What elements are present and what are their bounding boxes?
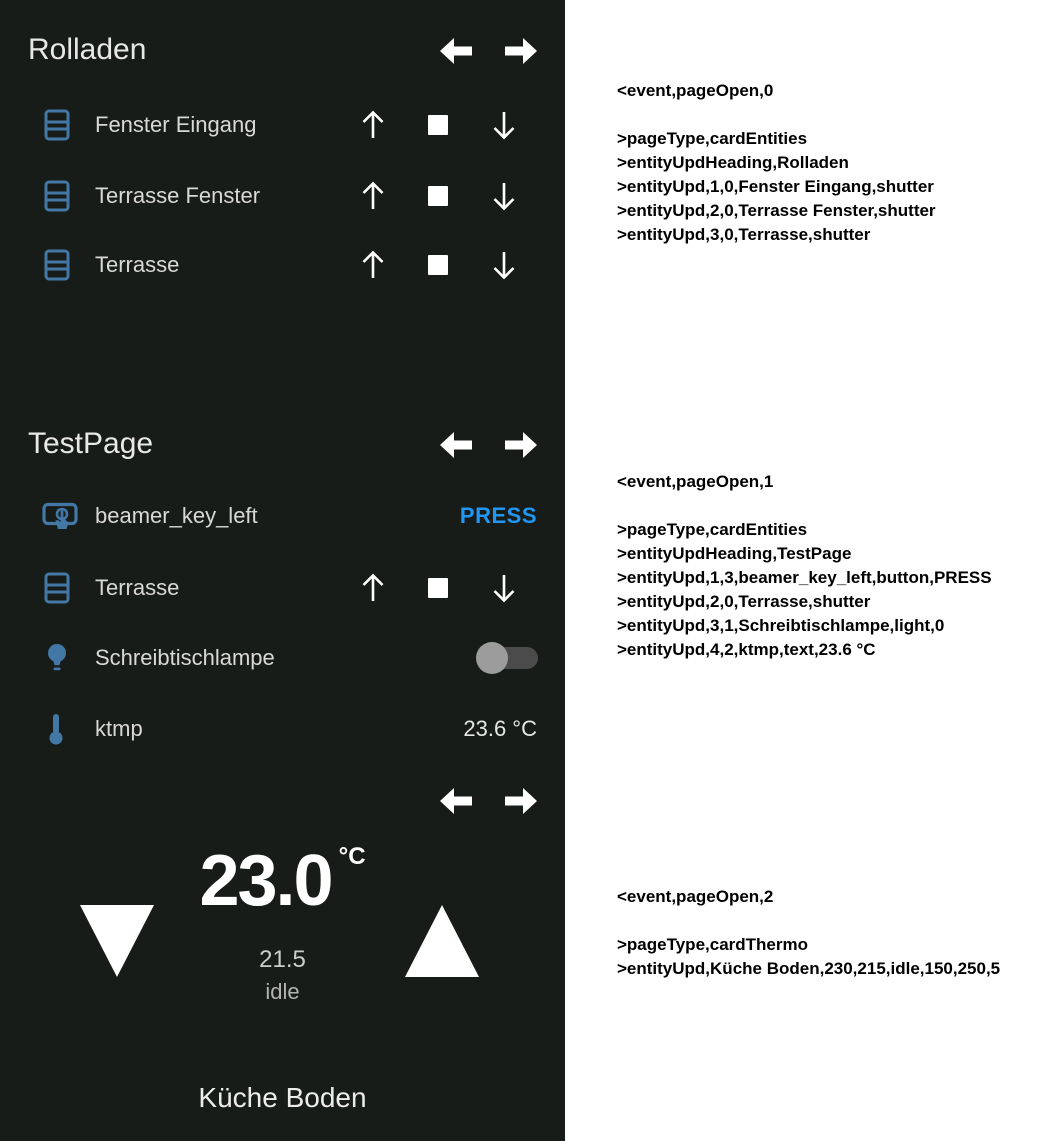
log-line (617, 103, 936, 127)
entity-row (0, 560, 565, 616)
shutter-stop-button[interactable] (428, 255, 448, 275)
log-line: >pageType,cardEntities (617, 129, 808, 148)
entity-label: beamer_key_left (95, 503, 258, 528)
log-line: <event,pageOpen,1 (617, 472, 774, 491)
log-line: >entityUpd,3,1,Schreibtischlampe,light,0 (617, 616, 945, 635)
stop-icon (428, 115, 448, 135)
entity-label: Terrasse Fenster (95, 183, 261, 208)
shutter-stop-button[interactable] (428, 578, 448, 598)
light-toggle[interactable] (476, 642, 538, 674)
arrow-right-icon (504, 786, 538, 819)
entity-label: Terrasse (95, 252, 180, 277)
thermometer-icon (49, 713, 63, 745)
shutter-up-button[interactable] (360, 572, 386, 604)
entity-row (0, 701, 565, 757)
entity-label: Terrasse (95, 575, 180, 600)
entity-label: ktmp (95, 716, 143, 741)
log-line: >entityUpdHeading,TestPage (617, 544, 852, 563)
log-line: >entityUpd,3,0,Terrasse,shutter (617, 225, 871, 244)
shutter-down-button[interactable] (491, 249, 517, 281)
temperature-unit: °C (338, 843, 366, 870)
shutter-up-button[interactable] (360, 180, 386, 212)
entity-row (0, 237, 565, 293)
arrow-right-icon (504, 430, 538, 463)
next-page-button[interactable] (504, 430, 538, 463)
tap-button-icon (42, 501, 78, 531)
entity-label: Schreibtischlampe (95, 645, 275, 670)
shutter-icon (44, 109, 70, 141)
stop-icon (428, 578, 448, 598)
press-button[interactable]: PRESS (460, 488, 537, 544)
shutter-up-button[interactable] (360, 109, 386, 141)
next-page-button[interactable] (504, 36, 538, 69)
next-page-button[interactable] (504, 786, 538, 819)
lightbulb-icon (46, 643, 68, 673)
shutter-down-button[interactable] (491, 109, 517, 141)
prev-page-button[interactable] (439, 786, 473, 819)
log-line: >entityUpd,2,0,Terrasse Fenster,shutter (617, 201, 936, 220)
entity-row (0, 488, 565, 544)
page-title: Rolladen (28, 33, 147, 66)
shutter-icon (44, 249, 70, 281)
log-line: >entityUpd,2,0,Terrasse,shutter (617, 592, 871, 611)
log-line (617, 909, 1000, 933)
log-line: >pageType,cardEntities (617, 520, 808, 539)
page-title: TestPage (28, 427, 154, 460)
current-temperature-value: 23.0 (199, 841, 332, 921)
stop-icon (428, 186, 448, 206)
prev-page-button[interactable] (439, 36, 473, 69)
thermostat-title: Küche Boden (198, 1082, 367, 1113)
entity-row (0, 630, 565, 686)
entity-row (0, 97, 565, 153)
log-line: >entityUpd,1,3,beamer_key_left,button,PRESS (617, 568, 992, 587)
log-line: >entityUpd,Küche Boden,230,215,idle,150,250,5 (617, 959, 1001, 978)
prev-page-button[interactable] (439, 430, 473, 463)
log-block-page0 (617, 79, 936, 247)
log-block-page1 (617, 470, 992, 662)
card-testpage (0, 380, 565, 760)
stop-icon (428, 255, 448, 275)
arrow-left-icon (439, 786, 473, 819)
arrow-left-icon (439, 36, 473, 69)
entity-row (0, 168, 565, 224)
shutter-up-button[interactable] (360, 249, 386, 281)
log-line: >pageType,cardThermo (617, 935, 808, 954)
toggle-knob (476, 642, 508, 674)
log-line: >entityUpd,4,2,ktmp,text,23.6 °C (617, 640, 876, 659)
card-rolladen (0, 0, 565, 380)
shutter-stop-button[interactable] (428, 186, 448, 206)
shutter-down-button[interactable] (491, 180, 517, 212)
log-line (617, 494, 992, 518)
shutter-icon (44, 180, 70, 212)
log-block-page2 (617, 885, 1000, 981)
setpoint-temperature: 21.5 (259, 946, 306, 973)
log-line: <event,pageOpen,2 (617, 887, 774, 906)
hvac-state: idle (265, 979, 300, 1004)
temperature-value: 23.6 °C (463, 716, 537, 741)
entity-label: Fenster Eingang (95, 112, 257, 137)
log-line: >entityUpd,1,0,Fenster Eingang,shutter (617, 177, 934, 196)
log-line: <event,pageOpen,0 (617, 81, 774, 100)
shutter-down-button[interactable] (491, 572, 517, 604)
arrow-left-icon (439, 430, 473, 463)
arrow-right-icon (504, 36, 538, 69)
card-thermostat (0, 760, 565, 1141)
shutter-icon (44, 572, 70, 604)
log-line: >entityUpdHeading,Rolladen (617, 153, 849, 172)
shutter-stop-button[interactable] (428, 115, 448, 135)
